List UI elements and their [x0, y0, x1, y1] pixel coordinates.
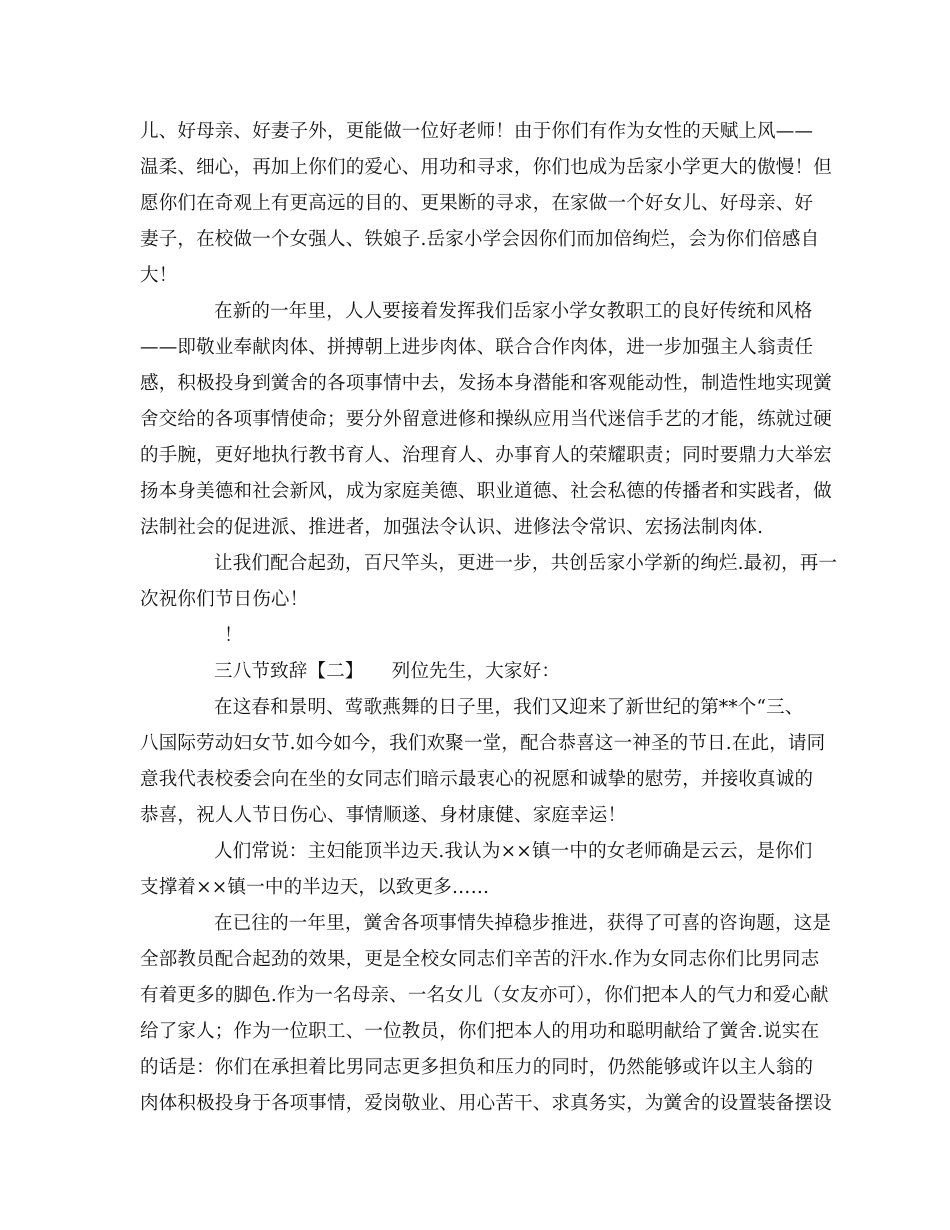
text-line: 的话是：你们在承担着比男同志更多担负和压力的同时，仍然能够或许以主人翁的 [140, 1057, 814, 1078]
text-line: 大！ [140, 265, 178, 286]
exclamation-line: ！ [224, 625, 243, 646]
text-line: 意我代表校委会向在坐的女同志们暗示最衷心的祝愿和诚挚的慰劳，并接收真诚的 [140, 769, 814, 790]
text-line: 温柔、细心，再加上你们的爱心、用功和寻求，你们也成为岳家小学更大的傲慢！但 [140, 157, 832, 178]
text-line: 八国际劳动妇女节.如今如今，我们欢聚一堂，配合恭喜这一神圣的节日.在此，请同 [140, 733, 826, 754]
paragraph-start: 在这春和景明、莺歌燕舞的日子里，我们又迎来了新世纪的第**个“三、 [214, 697, 804, 718]
text-line: 恭喜，祝人人节日伤心、事情顺遂、身材康健、家庭幸运！ [140, 805, 627, 826]
text-line: ——即敬业奉献肉体、拼搏朝上进步肉体、联合合作肉体，进一步加强主人翁责任 [140, 337, 814, 358]
paragraph-start: 人们常说：主妇能顶半边天.我认为××镇一中的女老师确是云云，是你们 [214, 841, 813, 862]
text-line: 支撑着××镇一中的半边天，以致更多…… [140, 877, 490, 898]
text-line: 舍交给的各项事情使命；要分外留意进修和操纵应用当代迷信手艺的才能，练就过硬 [140, 409, 832, 430]
text-line: 全部教员配合起劲的效果，更是全校女同志们辛苦的汗水.作为女同志你们比男同志 [140, 949, 820, 970]
paragraph-start: 在已往的一年里，黉舍各项事情失掉稳步推进，获得了可喜的咨询题，这是 [214, 913, 832, 934]
text-line: 肉体积极投身于各项事情，爱岗敬业、用心苦干、求真务实，为黉舍的设置装备摆设 [140, 1093, 832, 1114]
text-line: 法制社会的促进派、推进者，加强法令认识、进修法令常识、宏扬法制肉体. [140, 517, 764, 538]
section-heading: 三八节致辞【二】 列位先生，大家好： [214, 661, 561, 682]
text-line: 愿你们在奇观上有更高远的目的、更果断的寻求，在家做一个好女儿、好母亲、好 [140, 193, 814, 214]
text-line: 感，积极投身到黉舍的各项事情中去，发扬本身潜能和客观能动性，制造性地实现黉 [140, 373, 832, 394]
text-line: 扬本身美德和社会新风，成为家庭美德、职业道德、社会私德的传播者和实践者，做 [140, 481, 832, 502]
text-line: 给了家人；作为一位职工、一位教员，你们把本人的用功和聪明献给了黉舍.说实在 [140, 1021, 820, 1042]
text-line: 妻子，在校做一个女强人、铁娘子.岳家小学会因你们而加倍绚烂，会为你们倍感自 [140, 229, 820, 250]
text-line: 次祝你们节日伤心！ [140, 589, 309, 610]
text-line: 的手腕，更好地执行教书育人、治理育人、办事育人的荣耀职责；同时要鼎力大举宏 [140, 445, 832, 466]
paragraph-start: 让我们配合起劲，百尺竿头，更进一步，共创岳家小学新的绚烂.最初，再一 [214, 553, 838, 574]
text-line: 有着更多的脚色.作为一名母亲、一名女儿（女友亦可），你们把本人的气力和爱心献 [140, 985, 829, 1006]
text-line: 儿、好母亲、好妻子外，更能做一位好老师！由于你们有作为女性的天赋上风—— [140, 121, 814, 142]
paragraph-start: 在新的一年里，人人要接着发挥我们岳家小学女教职工的良好传统和风格 [214, 301, 813, 322]
